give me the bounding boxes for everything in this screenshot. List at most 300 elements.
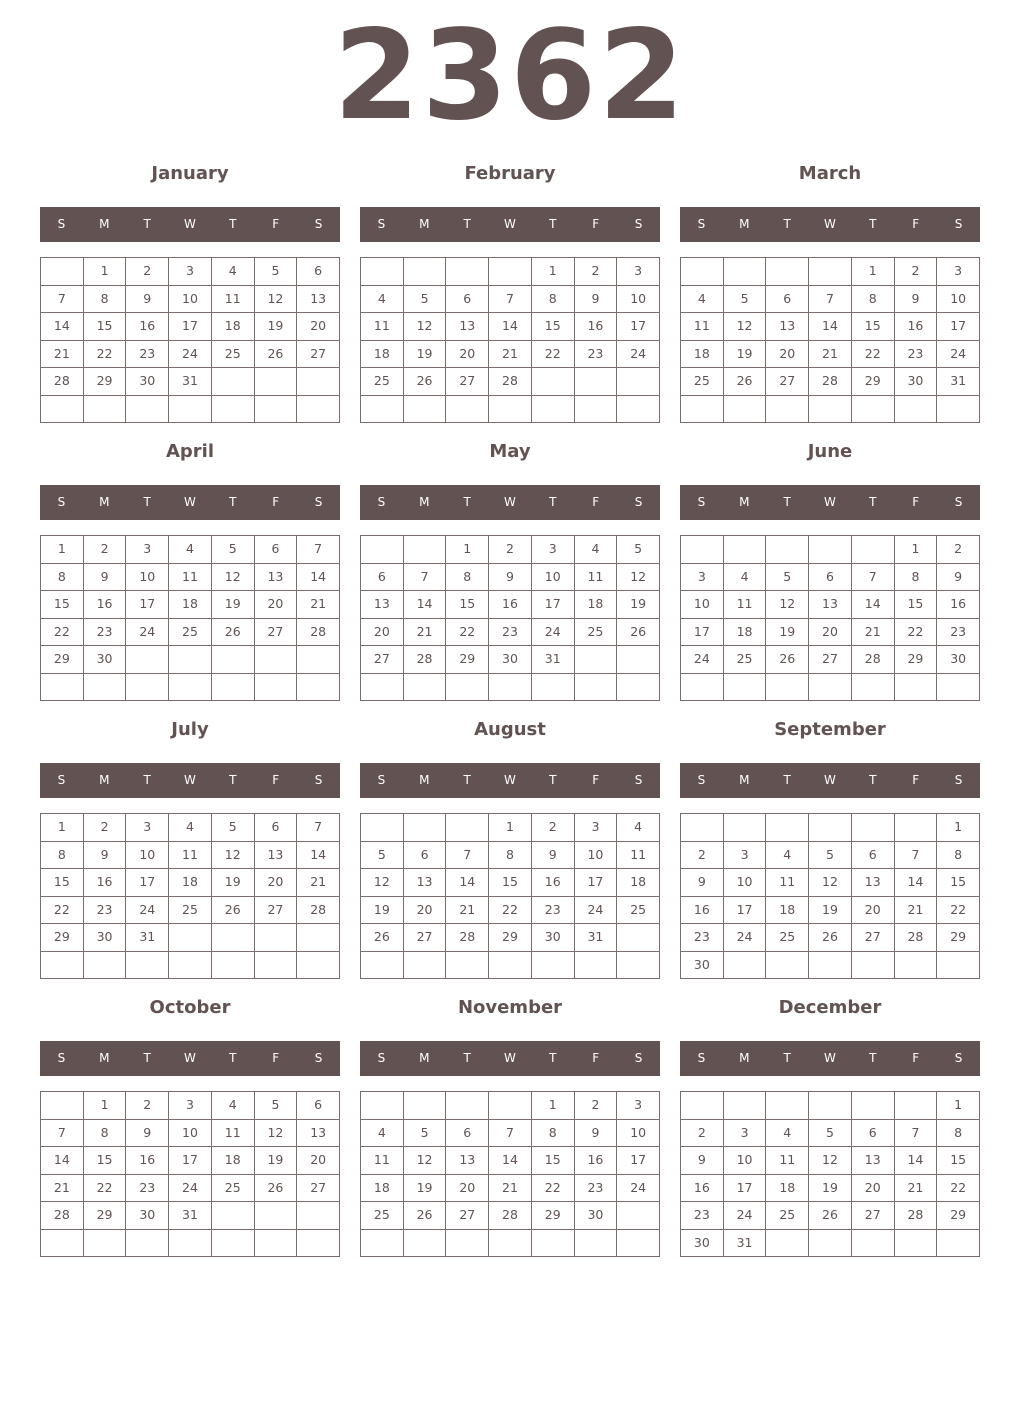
day-cell[interactable]: 8 xyxy=(41,842,84,870)
day-cell[interactable]: 27 xyxy=(852,924,895,952)
day-cell[interactable]: 9 xyxy=(532,842,575,870)
day-cell[interactable]: 15 xyxy=(532,313,575,341)
day-cell[interactable]: 29 xyxy=(41,924,84,952)
day-cell[interactable]: 6 xyxy=(297,1092,340,1120)
day-cell[interactable]: 23 xyxy=(681,924,724,952)
day-cell[interactable]: 25 xyxy=(212,1175,255,1203)
day-cell[interactable]: 11 xyxy=(212,1120,255,1148)
day-cell[interactable]: 16 xyxy=(126,313,169,341)
day-cell[interactable]: 22 xyxy=(852,341,895,369)
day-cell[interactable]: 13 xyxy=(297,1120,340,1148)
day-cell[interactable]: 17 xyxy=(617,1147,660,1175)
day-cell[interactable]: 30 xyxy=(84,924,127,952)
day-cell[interactable]: 27 xyxy=(446,1202,489,1230)
day-cell[interactable]: 17 xyxy=(126,869,169,897)
day-cell[interactable]: 23 xyxy=(681,1202,724,1230)
day-cell[interactable]: 24 xyxy=(937,341,980,369)
day-cell[interactable]: 7 xyxy=(489,1120,532,1148)
day-cell[interactable]: 20 xyxy=(297,1147,340,1175)
day-cell[interactable]: 12 xyxy=(212,564,255,592)
day-cell[interactable]: 12 xyxy=(255,286,298,314)
day-cell[interactable]: 13 xyxy=(446,313,489,341)
day-cell[interactable]: 5 xyxy=(766,564,809,592)
day-cell[interactable]: 1 xyxy=(937,1092,980,1120)
day-cell[interactable]: 20 xyxy=(255,591,298,619)
day-cell[interactable]: 6 xyxy=(852,1120,895,1148)
day-cell[interactable]: 15 xyxy=(84,1147,127,1175)
day-cell[interactable]: 26 xyxy=(255,1175,298,1203)
day-cell[interactable]: 29 xyxy=(84,368,127,396)
day-cell[interactable]: 6 xyxy=(361,564,404,592)
day-cell[interactable]: 12 xyxy=(617,564,660,592)
day-cell[interactable]: 9 xyxy=(575,286,618,314)
day-cell[interactable]: 9 xyxy=(681,1147,724,1175)
day-cell[interactable]: 12 xyxy=(809,1147,852,1175)
day-cell[interactable]: 16 xyxy=(681,1175,724,1203)
day-cell[interactable]: 3 xyxy=(532,536,575,564)
day-cell[interactable]: 7 xyxy=(404,564,447,592)
day-cell[interactable]: 20 xyxy=(766,341,809,369)
day-cell[interactable]: 8 xyxy=(937,1120,980,1148)
day-cell[interactable]: 14 xyxy=(895,869,938,897)
day-cell[interactable]: 2 xyxy=(489,536,532,564)
day-cell[interactable]: 18 xyxy=(169,591,212,619)
day-cell[interactable]: 25 xyxy=(724,646,767,674)
day-cell[interactable]: 31 xyxy=(532,646,575,674)
day-cell[interactable]: 10 xyxy=(617,1120,660,1148)
day-cell[interactable]: 7 xyxy=(41,1120,84,1148)
day-cell[interactable]: 14 xyxy=(41,313,84,341)
day-cell[interactable]: 13 xyxy=(852,1147,895,1175)
day-cell[interactable]: 19 xyxy=(617,591,660,619)
day-cell[interactable]: 9 xyxy=(84,842,127,870)
day-cell[interactable]: 27 xyxy=(446,368,489,396)
day-cell[interactable]: 1 xyxy=(937,814,980,842)
day-cell[interactable]: 10 xyxy=(575,842,618,870)
day-cell[interactable]: 9 xyxy=(895,286,938,314)
day-cell[interactable]: 12 xyxy=(404,1147,447,1175)
day-cell[interactable]: 12 xyxy=(404,313,447,341)
day-cell[interactable]: 17 xyxy=(937,313,980,341)
day-cell[interactable]: 19 xyxy=(255,1147,298,1175)
day-cell[interactable]: 11 xyxy=(169,842,212,870)
day-cell[interactable]: 5 xyxy=(255,1092,298,1120)
day-cell[interactable]: 16 xyxy=(575,1147,618,1175)
day-cell[interactable]: 14 xyxy=(446,869,489,897)
day-cell[interactable]: 23 xyxy=(126,1175,169,1203)
day-cell[interactable]: 25 xyxy=(361,368,404,396)
day-cell[interactable]: 17 xyxy=(724,897,767,925)
day-cell[interactable]: 13 xyxy=(297,286,340,314)
day-cell[interactable]: 27 xyxy=(809,646,852,674)
day-cell[interactable]: 19 xyxy=(809,897,852,925)
day-cell[interactable]: 14 xyxy=(297,564,340,592)
day-cell[interactable]: 17 xyxy=(575,869,618,897)
day-cell[interactable]: 20 xyxy=(852,1175,895,1203)
day-cell[interactable]: 8 xyxy=(84,286,127,314)
day-cell[interactable]: 26 xyxy=(212,619,255,647)
day-cell[interactable]: 28 xyxy=(297,897,340,925)
day-cell[interactable]: 31 xyxy=(724,1230,767,1258)
day-cell[interactable]: 22 xyxy=(895,619,938,647)
day-cell[interactable]: 16 xyxy=(489,591,532,619)
day-cell[interactable]: 3 xyxy=(126,814,169,842)
day-cell[interactable]: 5 xyxy=(255,258,298,286)
day-cell[interactable]: 6 xyxy=(255,536,298,564)
day-cell[interactable]: 4 xyxy=(617,814,660,842)
day-cell[interactable]: 30 xyxy=(681,952,724,980)
day-cell[interactable]: 11 xyxy=(724,591,767,619)
day-cell[interactable]: 1 xyxy=(532,1092,575,1120)
day-cell[interactable]: 14 xyxy=(297,842,340,870)
day-cell[interactable]: 26 xyxy=(212,897,255,925)
day-cell[interactable]: 1 xyxy=(532,258,575,286)
day-cell[interactable]: 9 xyxy=(489,564,532,592)
day-cell[interactable]: 10 xyxy=(724,869,767,897)
day-cell[interactable]: 10 xyxy=(169,286,212,314)
day-cell[interactable]: 8 xyxy=(41,564,84,592)
day-cell[interactable]: 20 xyxy=(255,869,298,897)
day-cell[interactable]: 19 xyxy=(809,1175,852,1203)
day-cell[interactable]: 24 xyxy=(724,924,767,952)
day-cell[interactable]: 16 xyxy=(575,313,618,341)
day-cell[interactable]: 19 xyxy=(404,1175,447,1203)
day-cell[interactable]: 14 xyxy=(489,1147,532,1175)
day-cell[interactable]: 6 xyxy=(404,842,447,870)
day-cell[interactable]: 5 xyxy=(212,814,255,842)
day-cell[interactable]: 18 xyxy=(575,591,618,619)
day-cell[interactable]: 23 xyxy=(937,619,980,647)
day-cell[interactable]: 9 xyxy=(681,869,724,897)
day-cell[interactable]: 3 xyxy=(681,564,724,592)
day-cell[interactable]: 8 xyxy=(852,286,895,314)
day-cell[interactable]: 27 xyxy=(361,646,404,674)
day-cell[interactable]: 5 xyxy=(404,286,447,314)
day-cell[interactable]: 19 xyxy=(255,313,298,341)
day-cell[interactable]: 7 xyxy=(895,1120,938,1148)
day-cell[interactable]: 3 xyxy=(937,258,980,286)
day-cell[interactable]: 2 xyxy=(84,814,127,842)
day-cell[interactable]: 26 xyxy=(404,368,447,396)
day-cell[interactable]: 4 xyxy=(361,286,404,314)
day-cell[interactable]: 3 xyxy=(126,536,169,564)
day-cell[interactable]: 14 xyxy=(41,1147,84,1175)
day-cell[interactable]: 28 xyxy=(41,1202,84,1230)
day-cell[interactable]: 24 xyxy=(126,897,169,925)
day-cell[interactable]: 1 xyxy=(41,814,84,842)
day-cell[interactable]: 15 xyxy=(41,591,84,619)
day-cell[interactable]: 5 xyxy=(809,842,852,870)
day-cell[interactable]: 8 xyxy=(532,286,575,314)
day-cell[interactable]: 2 xyxy=(84,536,127,564)
day-cell[interactable]: 12 xyxy=(724,313,767,341)
day-cell[interactable]: 16 xyxy=(126,1147,169,1175)
day-cell[interactable]: 7 xyxy=(446,842,489,870)
day-cell[interactable]: 11 xyxy=(169,564,212,592)
day-cell[interactable]: 22 xyxy=(937,1175,980,1203)
day-cell[interactable]: 24 xyxy=(169,341,212,369)
day-cell[interactable]: 1 xyxy=(446,536,489,564)
day-cell[interactable]: 24 xyxy=(617,341,660,369)
day-cell[interactable]: 31 xyxy=(575,924,618,952)
day-cell[interactable]: 10 xyxy=(681,591,724,619)
day-cell[interactable]: 14 xyxy=(404,591,447,619)
day-cell[interactable]: 22 xyxy=(84,1175,127,1203)
day-cell[interactable]: 27 xyxy=(255,619,298,647)
day-cell[interactable]: 13 xyxy=(852,869,895,897)
day-cell[interactable]: 2 xyxy=(575,258,618,286)
day-cell[interactable]: 18 xyxy=(766,897,809,925)
day-cell[interactable]: 29 xyxy=(41,646,84,674)
day-cell[interactable]: 22 xyxy=(84,341,127,369)
day-cell[interactable]: 18 xyxy=(361,341,404,369)
day-cell[interactable]: 14 xyxy=(489,313,532,341)
day-cell[interactable]: 20 xyxy=(297,313,340,341)
day-cell[interactable]: 8 xyxy=(895,564,938,592)
day-cell[interactable]: 4 xyxy=(575,536,618,564)
day-cell[interactable]: 7 xyxy=(852,564,895,592)
day-cell[interactable]: 4 xyxy=(766,1120,809,1148)
day-cell[interactable]: 10 xyxy=(126,564,169,592)
day-cell[interactable]: 13 xyxy=(255,842,298,870)
day-cell[interactable]: 17 xyxy=(126,591,169,619)
day-cell[interactable]: 4 xyxy=(361,1120,404,1148)
day-cell[interactable]: 3 xyxy=(169,1092,212,1120)
day-cell[interactable]: 30 xyxy=(895,368,938,396)
day-cell[interactable]: 11 xyxy=(575,564,618,592)
day-cell[interactable]: 13 xyxy=(255,564,298,592)
day-cell[interactable]: 19 xyxy=(212,869,255,897)
day-cell[interactable]: 23 xyxy=(575,341,618,369)
day-cell[interactable]: 15 xyxy=(446,591,489,619)
day-cell[interactable]: 17 xyxy=(617,313,660,341)
day-cell[interactable]: 26 xyxy=(361,924,404,952)
day-cell[interactable]: 15 xyxy=(937,869,980,897)
day-cell[interactable]: 6 xyxy=(255,814,298,842)
day-cell[interactable]: 15 xyxy=(84,313,127,341)
day-cell[interactable]: 20 xyxy=(446,341,489,369)
day-cell[interactable]: 23 xyxy=(575,1175,618,1203)
day-cell[interactable]: 17 xyxy=(724,1175,767,1203)
day-cell[interactable]: 30 xyxy=(575,1202,618,1230)
day-cell[interactable]: 15 xyxy=(895,591,938,619)
day-cell[interactable]: 12 xyxy=(809,869,852,897)
day-cell[interactable]: 24 xyxy=(617,1175,660,1203)
day-cell[interactable]: 25 xyxy=(361,1202,404,1230)
day-cell[interactable]: 22 xyxy=(937,897,980,925)
day-cell[interactable]: 3 xyxy=(617,258,660,286)
day-cell[interactable]: 25 xyxy=(212,341,255,369)
day-cell[interactable]: 27 xyxy=(766,368,809,396)
day-cell[interactable]: 5 xyxy=(212,536,255,564)
day-cell[interactable]: 14 xyxy=(852,591,895,619)
day-cell[interactable]: 11 xyxy=(212,286,255,314)
day-cell[interactable]: 26 xyxy=(255,341,298,369)
day-cell[interactable]: 29 xyxy=(84,1202,127,1230)
day-cell[interactable]: 15 xyxy=(937,1147,980,1175)
day-cell[interactable]: 24 xyxy=(724,1202,767,1230)
day-cell[interactable]: 3 xyxy=(169,258,212,286)
day-cell[interactable]: 2 xyxy=(126,258,169,286)
day-cell[interactable]: 6 xyxy=(766,286,809,314)
day-cell[interactable]: 24 xyxy=(532,619,575,647)
day-cell[interactable]: 5 xyxy=(617,536,660,564)
day-cell[interactable]: 8 xyxy=(937,842,980,870)
day-cell[interactable]: 5 xyxy=(809,1120,852,1148)
day-cell[interactable]: 13 xyxy=(766,313,809,341)
day-cell[interactable]: 30 xyxy=(84,646,127,674)
day-cell[interactable]: 17 xyxy=(681,619,724,647)
day-cell[interactable]: 21 xyxy=(297,869,340,897)
day-cell[interactable]: 24 xyxy=(169,1175,212,1203)
day-cell[interactable]: 14 xyxy=(809,313,852,341)
day-cell[interactable]: 13 xyxy=(404,869,447,897)
day-cell[interactable]: 26 xyxy=(404,1202,447,1230)
day-cell[interactable]: 15 xyxy=(852,313,895,341)
day-cell[interactable]: 16 xyxy=(681,897,724,925)
day-cell[interactable]: 28 xyxy=(489,368,532,396)
day-cell[interactable]: 23 xyxy=(489,619,532,647)
day-cell[interactable]: 22 xyxy=(41,897,84,925)
day-cell[interactable]: 21 xyxy=(895,897,938,925)
day-cell[interactable]: 27 xyxy=(852,1202,895,1230)
day-cell[interactable]: 30 xyxy=(532,924,575,952)
day-cell[interactable]: 31 xyxy=(169,368,212,396)
day-cell[interactable]: 1 xyxy=(84,1092,127,1120)
day-cell[interactable]: 23 xyxy=(84,897,127,925)
day-cell[interactable]: 5 xyxy=(404,1120,447,1148)
day-cell[interactable]: 15 xyxy=(41,869,84,897)
day-cell[interactable]: 26 xyxy=(809,924,852,952)
day-cell[interactable]: 9 xyxy=(937,564,980,592)
day-cell[interactable]: 29 xyxy=(446,646,489,674)
day-cell[interactable]: 28 xyxy=(489,1202,532,1230)
day-cell[interactable]: 13 xyxy=(809,591,852,619)
day-cell[interactable]: 3 xyxy=(617,1092,660,1120)
day-cell[interactable]: 26 xyxy=(809,1202,852,1230)
day-cell[interactable]: 28 xyxy=(895,924,938,952)
day-cell[interactable]: 15 xyxy=(532,1147,575,1175)
day-cell[interactable]: 16 xyxy=(84,591,127,619)
day-cell[interactable]: 18 xyxy=(724,619,767,647)
day-cell[interactable]: 4 xyxy=(169,536,212,564)
day-cell[interactable]: 6 xyxy=(446,1120,489,1148)
day-cell[interactable]: 18 xyxy=(766,1175,809,1203)
day-cell[interactable]: 7 xyxy=(41,286,84,314)
day-cell[interactable]: 31 xyxy=(126,924,169,952)
day-cell[interactable]: 1 xyxy=(41,536,84,564)
day-cell[interactable]: 1 xyxy=(84,258,127,286)
day-cell[interactable]: 23 xyxy=(532,897,575,925)
day-cell[interactable]: 26 xyxy=(617,619,660,647)
day-cell[interactable]: 6 xyxy=(446,286,489,314)
day-cell[interactable]: 31 xyxy=(937,368,980,396)
day-cell[interactable]: 7 xyxy=(895,842,938,870)
day-cell[interactable]: 8 xyxy=(84,1120,127,1148)
day-cell[interactable]: 17 xyxy=(169,313,212,341)
day-cell[interactable]: 2 xyxy=(681,842,724,870)
day-cell[interactable]: 18 xyxy=(361,1175,404,1203)
day-cell[interactable]: 21 xyxy=(404,619,447,647)
day-cell[interactable]: 22 xyxy=(532,341,575,369)
day-cell[interactable]: 8 xyxy=(532,1120,575,1148)
day-cell[interactable]: 24 xyxy=(575,897,618,925)
day-cell[interactable]: 22 xyxy=(489,897,532,925)
day-cell[interactable]: 5 xyxy=(361,842,404,870)
day-cell[interactable]: 19 xyxy=(766,619,809,647)
day-cell[interactable]: 12 xyxy=(212,842,255,870)
day-cell[interactable]: 25 xyxy=(617,897,660,925)
day-cell[interactable]: 26 xyxy=(766,646,809,674)
day-cell[interactable]: 12 xyxy=(361,869,404,897)
day-cell[interactable]: 9 xyxy=(575,1120,618,1148)
day-cell[interactable]: 3 xyxy=(724,842,767,870)
day-cell[interactable]: 2 xyxy=(575,1092,618,1120)
day-cell[interactable]: 20 xyxy=(809,619,852,647)
day-cell[interactable]: 25 xyxy=(169,619,212,647)
day-cell[interactable]: 28 xyxy=(41,368,84,396)
day-cell[interactable]: 20 xyxy=(446,1175,489,1203)
day-cell[interactable]: 25 xyxy=(169,897,212,925)
day-cell[interactable]: 20 xyxy=(852,897,895,925)
day-cell[interactable]: 14 xyxy=(895,1147,938,1175)
day-cell[interactable]: 29 xyxy=(937,1202,980,1230)
day-cell[interactable]: 21 xyxy=(489,1175,532,1203)
day-cell[interactable]: 29 xyxy=(532,1202,575,1230)
day-cell[interactable]: 4 xyxy=(212,1092,255,1120)
day-cell[interactable]: 13 xyxy=(361,591,404,619)
day-cell[interactable]: 21 xyxy=(41,1175,84,1203)
day-cell[interactable]: 19 xyxy=(212,591,255,619)
day-cell[interactable]: 10 xyxy=(532,564,575,592)
day-cell[interactable]: 16 xyxy=(895,313,938,341)
day-cell[interactable]: 16 xyxy=(532,869,575,897)
day-cell[interactable]: 22 xyxy=(532,1175,575,1203)
day-cell[interactable]: 11 xyxy=(361,313,404,341)
day-cell[interactable]: 18 xyxy=(212,313,255,341)
day-cell[interactable]: 4 xyxy=(766,842,809,870)
day-cell[interactable]: 26 xyxy=(724,368,767,396)
day-cell[interactable]: 10 xyxy=(126,842,169,870)
day-cell[interactable]: 10 xyxy=(937,286,980,314)
day-cell[interactable]: 10 xyxy=(724,1147,767,1175)
day-cell[interactable]: 17 xyxy=(532,591,575,619)
day-cell[interactable]: 28 xyxy=(297,619,340,647)
day-cell[interactable]: 20 xyxy=(404,897,447,925)
day-cell[interactable]: 25 xyxy=(681,368,724,396)
day-cell[interactable]: 27 xyxy=(404,924,447,952)
day-cell[interactable]: 30 xyxy=(937,646,980,674)
day-cell[interactable]: 5 xyxy=(724,286,767,314)
day-cell[interactable]: 11 xyxy=(681,313,724,341)
day-cell[interactable]: 3 xyxy=(724,1120,767,1148)
day-cell[interactable]: 9 xyxy=(126,1120,169,1148)
day-cell[interactable]: 20 xyxy=(361,619,404,647)
day-cell[interactable]: 21 xyxy=(297,591,340,619)
day-cell[interactable]: 2 xyxy=(895,258,938,286)
day-cell[interactable]: 1 xyxy=(852,258,895,286)
day-cell[interactable]: 15 xyxy=(489,869,532,897)
day-cell[interactable]: 2 xyxy=(532,814,575,842)
day-cell[interactable]: 30 xyxy=(489,646,532,674)
day-cell[interactable]: 6 xyxy=(297,258,340,286)
day-cell[interactable]: 1 xyxy=(489,814,532,842)
day-cell[interactable]: 2 xyxy=(126,1092,169,1120)
day-cell[interactable]: 28 xyxy=(446,924,489,952)
day-cell[interactable]: 7 xyxy=(809,286,852,314)
day-cell[interactable]: 4 xyxy=(681,286,724,314)
day-cell[interactable]: 29 xyxy=(852,368,895,396)
